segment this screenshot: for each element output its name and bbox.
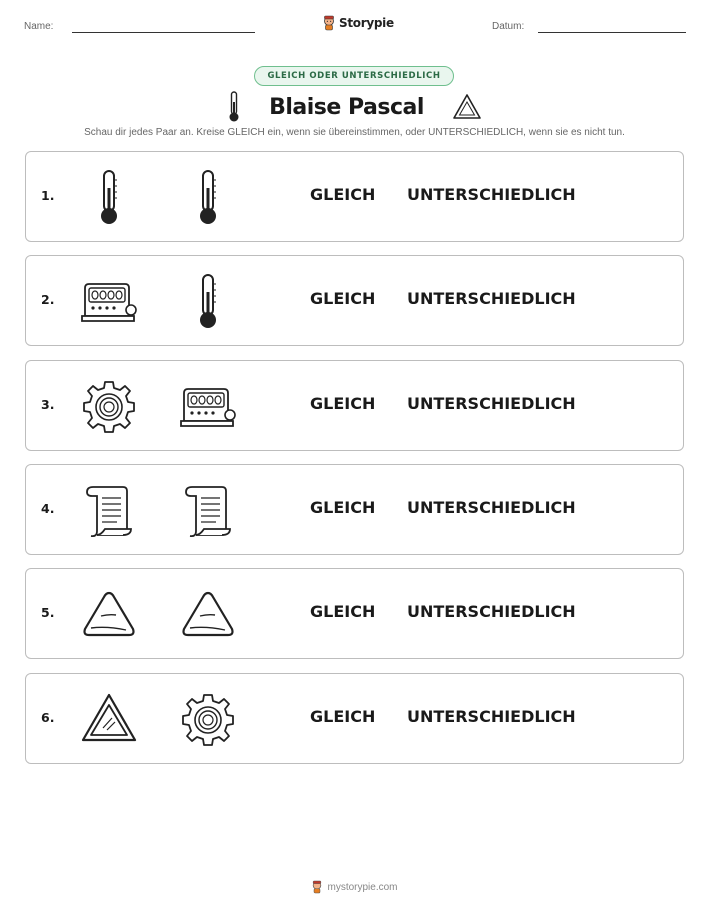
worksheet-header bbox=[22, 16, 687, 36]
pair-row bbox=[25, 151, 684, 242]
different-option[interactable]: UNTERSCHIEDLICH bbox=[407, 185, 576, 204]
pair-row bbox=[25, 464, 684, 555]
same-option[interactable]: GLEICH bbox=[310, 707, 376, 726]
calculator-icon bbox=[79, 272, 139, 332]
scroll-icon bbox=[178, 481, 238, 541]
row-number: 4. bbox=[41, 501, 55, 516]
different-option[interactable]: UNTERSCHIEDLICH bbox=[407, 602, 576, 621]
same-option[interactable]: GLEICH bbox=[310, 289, 376, 308]
pair-row bbox=[25, 255, 684, 346]
different-option[interactable]: UNTERSCHIEDLICH bbox=[407, 394, 576, 413]
row-number: 2. bbox=[41, 292, 55, 307]
page-title: Blaise Pascal bbox=[269, 94, 424, 120]
date-line[interactable] bbox=[538, 32, 686, 33]
triangle-icon bbox=[79, 585, 139, 645]
title-row bbox=[0, 90, 709, 124]
row-number: 3. bbox=[41, 397, 55, 412]
date-label: Datum: bbox=[492, 21, 525, 32]
thermometer-icon bbox=[227, 90, 241, 124]
same-option[interactable]: GLEICH bbox=[310, 185, 376, 204]
triangle-icon bbox=[452, 93, 482, 121]
gear-icon bbox=[79, 377, 139, 437]
thermometer-icon bbox=[178, 168, 238, 228]
worksheet-type-badge: GLEICH ODER UNTERSCHIEDLICH bbox=[254, 66, 454, 86]
footer-url[interactable]: mystorypie.com bbox=[327, 881, 398, 893]
instructions: Schau dir jedes Paar an. Kreise GLEICH ein, wenn sie übereinstimmen, oder UNTERSCHIEDLICH, wenn sie es nicht tun. bbox=[84, 127, 625, 138]
pair-row bbox=[25, 673, 684, 764]
row-number: 6. bbox=[41, 710, 55, 725]
thermometer-icon bbox=[178, 272, 238, 332]
scroll-icon bbox=[79, 481, 139, 541]
same-option[interactable]: GLEICH bbox=[310, 602, 376, 621]
calculator-icon bbox=[178, 377, 238, 437]
name-label: Name: bbox=[24, 21, 54, 32]
thermometer-icon bbox=[79, 168, 139, 228]
different-option[interactable]: UNTERSCHIEDLICH bbox=[407, 707, 576, 726]
row-number: 5. bbox=[41, 605, 55, 620]
pair-row bbox=[25, 568, 684, 659]
triangle-double-icon bbox=[79, 690, 139, 750]
same-option[interactable]: GLEICH bbox=[310, 498, 376, 517]
different-option[interactable]: UNTERSCHIEDLICH bbox=[407, 498, 576, 517]
same-option[interactable]: GLEICH bbox=[310, 394, 376, 413]
triangle-icon bbox=[178, 585, 238, 645]
pair-row bbox=[25, 360, 684, 451]
storypie-mascot-icon bbox=[322, 15, 336, 31]
footer bbox=[0, 880, 709, 894]
brand-name: Storypie bbox=[339, 16, 394, 30]
row-number: 1. bbox=[41, 188, 55, 203]
storypie-mascot-icon bbox=[311, 880, 323, 894]
name-line[interactable] bbox=[72, 32, 255, 33]
different-option[interactable]: UNTERSCHIEDLICH bbox=[407, 289, 576, 308]
brand-logo bbox=[322, 15, 394, 31]
gear-icon bbox=[178, 690, 238, 750]
